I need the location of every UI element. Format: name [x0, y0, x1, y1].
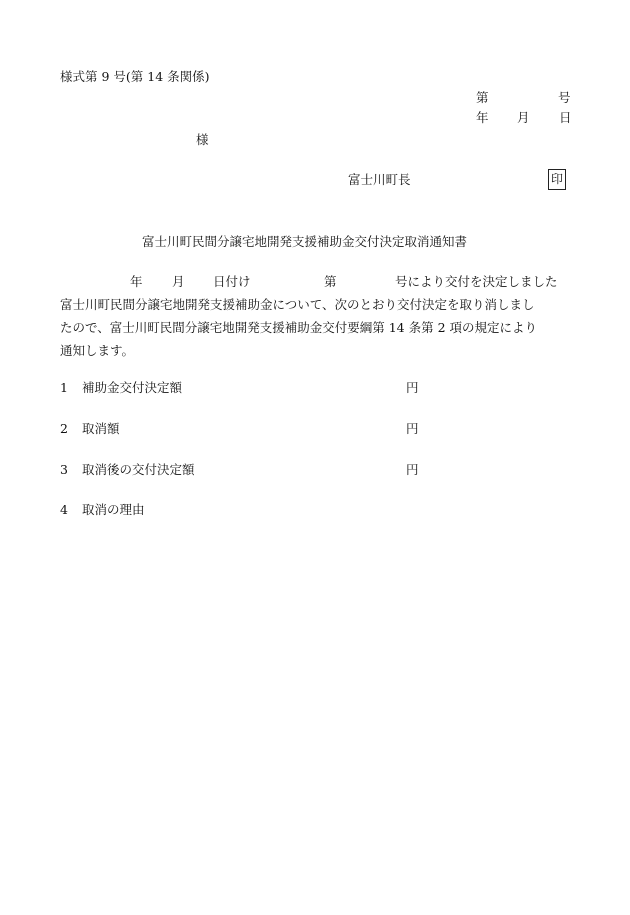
body-year: 年 [130, 274, 143, 289]
item-2-label: 取消額 [82, 421, 120, 436]
body-line-2: 富士川町民間分譲宅地開発支援補助金について、次のとおり交付決定を取り消しまし [60, 297, 535, 312]
item-1-label: 補助金交付決定額 [82, 380, 183, 395]
item-4-number: 4 [60, 502, 68, 517]
doc-number-prefix: 第 [476, 90, 489, 105]
date-day: 日 [559, 110, 572, 125]
item-3-label: 取消後の交付決定額 [82, 462, 195, 477]
item-2-unit: 円 [406, 421, 419, 436]
item-1-number: 1 [60, 380, 68, 395]
form-label: 様式第 9 号(第 14 条関係) [60, 69, 210, 84]
document-title: 富士川町民間分譲宅地開発支援補助金交付決定取消通知書 [142, 234, 468, 249]
issuer-name: 富士川町長 [348, 172, 411, 187]
body-line-4: 通知します。 [60, 343, 135, 358]
item-3-number: 3 [60, 462, 68, 477]
seal-mark: 印 [548, 169, 566, 190]
body-line-1 [60, 270, 576, 293]
body-line-3: たので、富士川町民間分譲宅地開発支援補助金交付要綱第 14 条第 2 項の規定により [60, 320, 538, 335]
doc-number-suffix: 号 [558, 90, 571, 105]
body-paragraph [60, 270, 576, 362]
item-2-number: 2 [60, 421, 68, 436]
addressee-suffix: 様 [196, 132, 209, 147]
date-year: 年 [476, 110, 489, 125]
body-line1-tail: 号により交付を決定しました [395, 274, 558, 289]
item-4-label: 取消の理由 [82, 502, 145, 517]
body-dated: 日付け [213, 274, 251, 289]
item-3-unit: 円 [406, 462, 419, 477]
date-month: 月 [517, 110, 530, 125]
body-month: 月 [172, 274, 185, 289]
item-1-unit: 円 [406, 380, 419, 395]
body-number-prefix: 第 [324, 274, 337, 289]
